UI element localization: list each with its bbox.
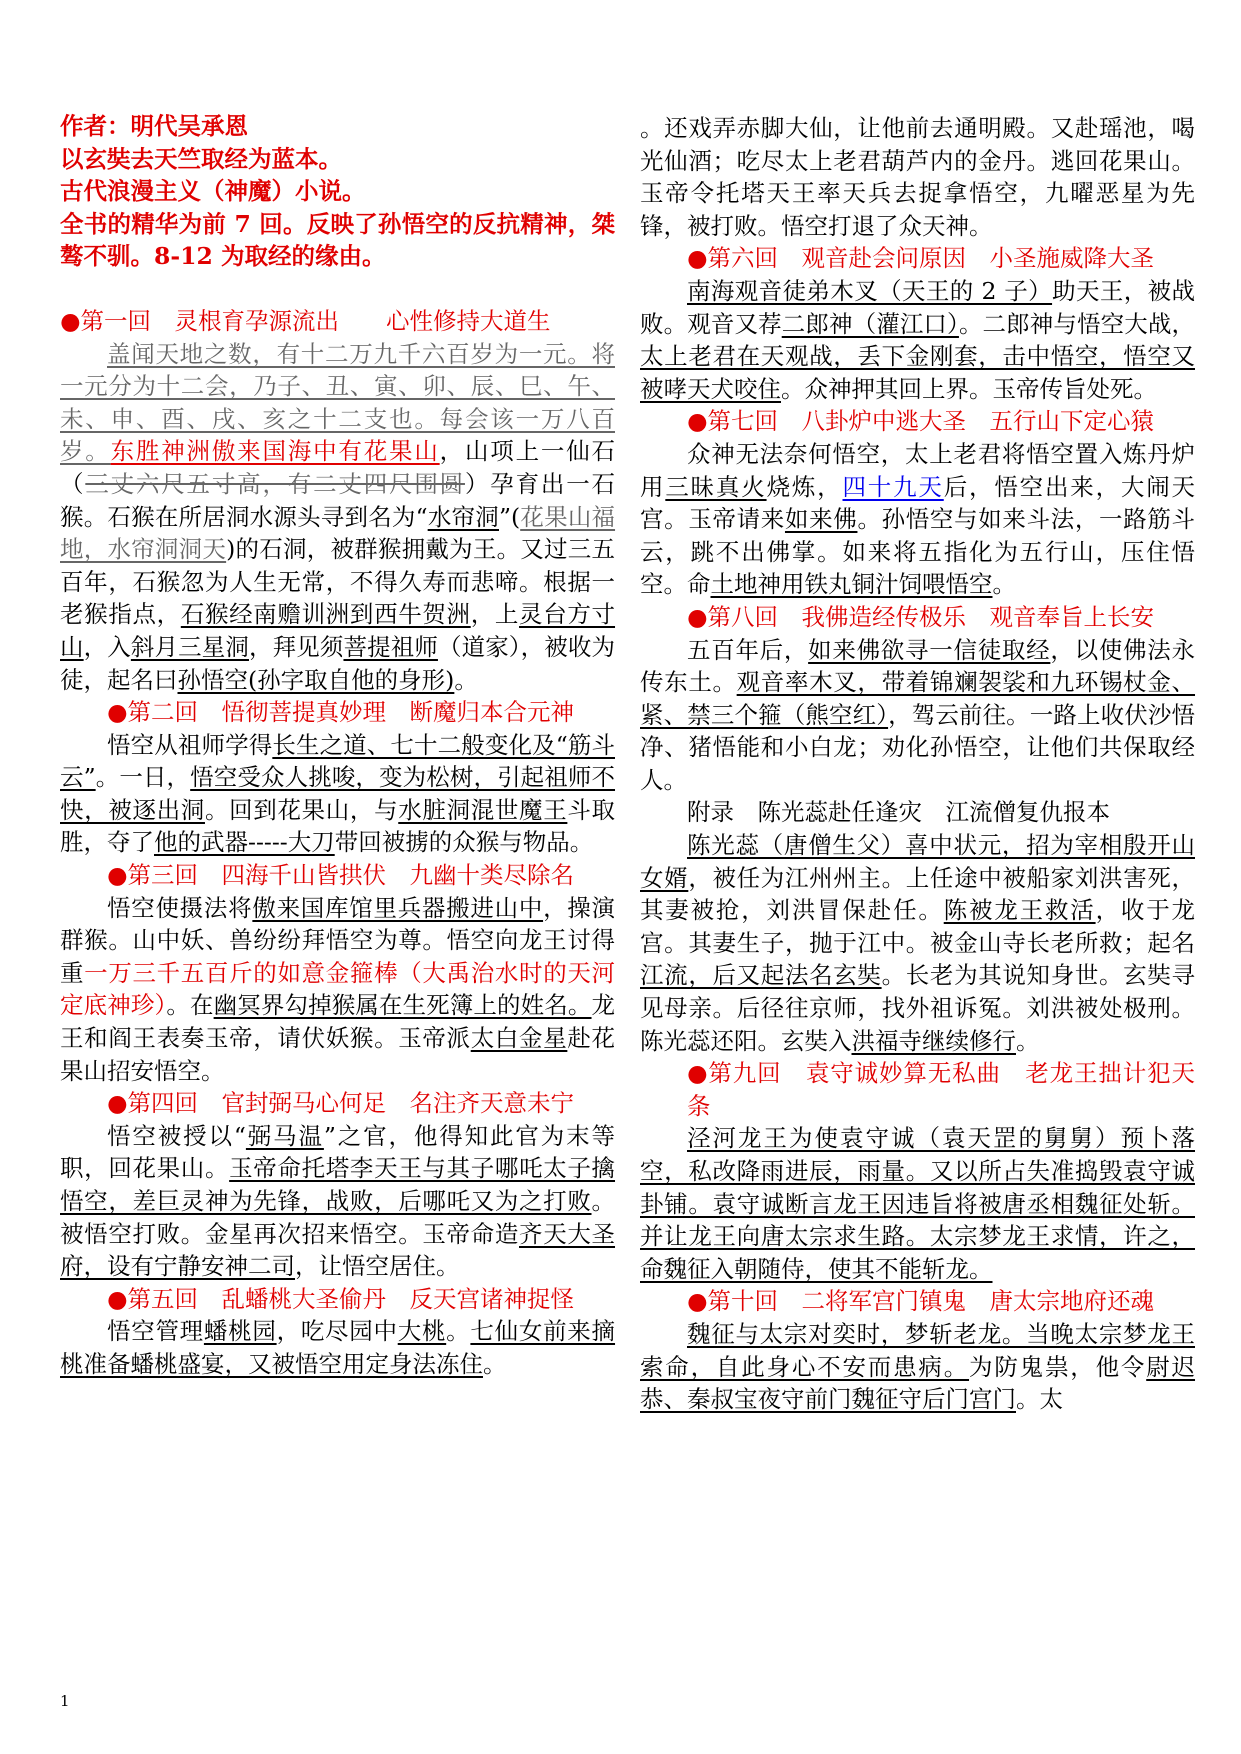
ch2-span: 水脏洞混世魔王 [398, 795, 568, 824]
chapter-10-title [640, 1285, 1195, 1318]
ch10-span: 魏征与太宗对奕时，梦斩老龙。当晚太宗梦龙王索命，自此身心不安而患病。 [640, 1319, 1195, 1381]
ch2-span: 。回到花果山，与 [204, 795, 399, 824]
chapter-5-text-continued: 。还戏弄赤脚大仙，让他前去通明殿。又赴瑶池，喝光仙酒；吃尽太上老君葫芦内的金丹。逃回花果山。玉帝令托塔天王率天兵去捉拿悟空，九曜恶星为先锋，被打败。悟空打退了众天神。 [640, 114, 1195, 240]
ch1-span: （道家），被收为徒，起名曰 [60, 632, 616, 694]
ch1-span: 灵台方寸山 [60, 600, 616, 661]
chapter-1-title: ●第一回 灵根育孕源流出 心性修持大道生 [60, 306, 551, 335]
ch1-span: 斜月三星洞 [130, 632, 249, 661]
ch6-span: 。众神押其回上界。玉帝传旨处死。 [781, 374, 1157, 403]
bullet-icon: ● [687, 407, 708, 436]
chapter-title-text: 第三回 四海千山皆拱伏 九幽十类尽除名 [127, 861, 575, 890]
ch6-span: 。二郎神与悟空大战， [958, 309, 1196, 338]
chapter-9-title [640, 1057, 1195, 1122]
ch7-span: 如来佛 [784, 505, 858, 534]
chapter-title-text: 第六回 观音赴会问原因 小圣施威降大圣 [707, 244, 1155, 273]
ch7-span: 烧炼， [766, 472, 843, 501]
bullet-icon: ● [107, 861, 128, 890]
ch5-span: 悟空管理 [107, 1317, 204, 1346]
intro-basis: 以玄奘去天竺取经为蓝本。 [60, 144, 342, 173]
ch7-span: 。 [992, 570, 1016, 599]
ch3-span: ，操演群猴。山中妖、兽纷纷拜悟空为尊。悟空向龙王讨得重 [60, 893, 616, 987]
ch9-span: 泾河龙王为使袁守诚（袁天罡的舅舅）预卜落空，私改降雨进辰，雨量。又以所占失准捣毁袁守诚卦铺。袁守诚断言龙王因违旨将被唐丞相魏征处斩。并让龙王向唐太宗求生路。太宗梦龙王求情，许之，命魏征入朝随侍，使其不能斩龙。 [640, 1124, 1195, 1283]
ch4-span: ，让悟空居住。 [295, 1252, 460, 1281]
ch8-span: ，以使佛法永传东土。 [640, 635, 1195, 697]
ch1-span: 东胜神洲傲来国海中有花果山 [110, 437, 440, 466]
ch1-span: ，拜见须 [248, 632, 344, 661]
ch3-span: 幽冥界勾掉猴属在生死簿上的姓名。 [213, 991, 592, 1020]
chapter-title-text: 第十回 二将军宫门镇鬼 唐太宗地府还魂 [707, 1287, 1155, 1316]
ch1-span: ，入 [83, 632, 131, 661]
ch4-span: 弼马温 [245, 1121, 324, 1150]
right-column [640, 112, 1195, 1416]
ch10-span: 。太 [1016, 1385, 1063, 1414]
ch2-span: 。一日， [95, 763, 191, 792]
chapter-9-text [640, 1122, 1195, 1285]
intro-summary: 全书的精华为前 7 回。反映了孙悟空的反抗精神，桀骜不驯。8-12 为取经的缘由。 [60, 209, 615, 271]
ch7-span: 众神无法奈何悟空，太上老君将悟空置入炼丹炉用 [640, 439, 1195, 501]
ch6-span: 二郎神（灌江口） [781, 309, 959, 338]
ch1-span: 花果山福地，水帘洞洞天 [60, 502, 616, 564]
chapter-3-title [60, 859, 615, 892]
chapter-2-text [60, 729, 615, 859]
chapter-8-title [640, 601, 1195, 634]
appendix-text [640, 829, 1195, 1057]
page-number: 1 [60, 1692, 70, 1710]
chapter-4-title [60, 1087, 615, 1120]
ch8-span: 五百年后， [687, 635, 809, 664]
ch7-span: 四十九天 [842, 472, 944, 501]
ch10-span: 为防鬼祟，他令 [969, 1352, 1147, 1381]
appendix-span: 。长老为其说知身世。玄奘寻见母亲。后径往京师，找外祖诉冤。刘洪被处极刑。陈光蕊还阳。玄奘入 [640, 961, 1196, 1055]
appendix-title: 附录 陈光蕊赴任逢灾 江流僧复仇报本 [687, 798, 1110, 827]
chapter-title-text: 第二回 悟彻菩提真妙理 断魔归本合元神 [127, 698, 575, 727]
chapter-title-text: 第七回 八卦炉中逃大圣 五行山下定心猿 [707, 407, 1155, 436]
ch2-span: 长生之道、七十二般变化及“筋斗云” [60, 730, 615, 792]
ch5-span: ，吃尽园中 [276, 1317, 398, 1346]
appendix-span: 洪福寺继续修行 [851, 1026, 1016, 1055]
ch1-span: ，上 [470, 600, 520, 629]
chapter-6-text [640, 275, 1195, 405]
bullet-icon: ● [687, 1059, 709, 1088]
bullet-icon: ● [107, 698, 128, 727]
chapter-3-text [60, 892, 615, 1088]
ch3-span: 太白金星 [470, 1024, 568, 1053]
ch6-span: 南海观音徒弟木叉（天王的 2 子） [687, 276, 1053, 305]
ch4-span: 。被悟空打败。金星再次招来悟空。玉帝命造 [60, 1187, 615, 1248]
intro-genre: 古代浪漫主义（神魔）小说。 [60, 177, 366, 206]
chapter-title-text: 第五回 乱蟠桃大圣偷丹 反天宫诸神捉怪 [127, 1284, 575, 1313]
ch7-span: 三昧真火 [665, 472, 767, 501]
left-column [60, 110, 615, 1381]
ch2-span: 带回被掳的众猴与物品。 [334, 828, 594, 857]
appendix-span: ，被任为江州州主。上任途中被船家刘洪害死，其妻被抢，刘洪冒保赴任。 [640, 863, 1196, 925]
ch1-span: 盖闻天地之数，有十二万九千六百岁为一元。将一元分为十二会，乃子、丑、寅、卯、辰、巳、午、未、申、酉、戌、亥之十二支也。每会该一万八百岁。 [60, 339, 615, 466]
ch6-span: 太上老君在天观战，丢下金刚套，击中悟空，悟空又被哮天犬咬住 [640, 342, 1195, 403]
ch1-span: 菩提祖师 [343, 632, 438, 661]
ch1-span: 。 [454, 665, 478, 694]
ch3-span: 傲来国库馆里兵器搬进山中 [252, 893, 544, 922]
chapter-5-text [60, 1315, 615, 1380]
chapter-7-title [640, 405, 1195, 438]
ch1-span: ”( [499, 502, 521, 531]
ch3-span: 。在 [166, 991, 214, 1020]
bullet-icon: ● [687, 602, 708, 631]
ch5-span: 七仙女前来摘桃准备蟠桃盛宴，又被悟空用定身法冻住 [60, 1317, 616, 1378]
bullet-icon: ● [687, 1287, 708, 1316]
chapter-8-text [640, 634, 1195, 797]
chapter-1-text [60, 338, 615, 697]
ch1-span: )的石洞，被群猴拥戴为王。又过三五百年，石猴忽为人生无常，不得久寿而悲啼。根据一老猴指点， [60, 535, 615, 629]
ch1-span: 石猴经南赡训洲到西牛贺洲 [180, 600, 471, 629]
chapter-6-title [640, 242, 1195, 275]
ch7-span: 。孙悟空与如来斗法，一路筋斗云，跳不出佛掌。如来将五指化为五行山，压住悟空。命 [640, 505, 1196, 599]
ch8-span: ，驾云前往。一路上收伏沙悟净、猪悟能和小白龙；劝化孙悟空，让他们共保取经人。 [640, 700, 1196, 794]
ch8-span: 如来佛欲寻一信徒取经 [808, 635, 1051, 664]
chapter-title-text: 第八回 我佛造经传极乐 观音奉旨上长安 [707, 602, 1155, 631]
ch1-span: 三丈六尺五寸高，有二丈四尺围圆 [85, 469, 465, 498]
ch3-span: 一万三千五百斤的如意金箍棒（大禹治水时的天河定底神珍） [60, 958, 616, 1020]
chapter-2-title [60, 696, 615, 729]
chapter-5-title [60, 1283, 615, 1316]
bullet-icon: ● [107, 1089, 128, 1118]
chapter-title-text: 第四回 官封弼马心何足 名注齐天意未宁 [127, 1089, 575, 1118]
spacer [60, 273, 615, 305]
chapter-10-text [640, 1318, 1195, 1416]
appendix-span: 。 [1016, 1026, 1040, 1055]
appendix-span: 江流，后又起法名玄奘 [640, 961, 882, 990]
intro-author: 作者：明代吴承恩 [60, 112, 248, 140]
bullet-icon: ● [687, 244, 708, 273]
ch10-span: 尉迟恭、秦叔宝夜守前门魏征守后门宫门 [640, 1352, 1196, 1414]
ch5-span: 大桃 [397, 1317, 447, 1346]
ch1-span: 孙悟空(孙字取自他的身形) [177, 665, 455, 694]
ch2-span: 悟空受众人挑唆，变为松树，引起祖师不快，被逐出洞 [60, 763, 616, 824]
ch8-span: 观音率木叉，带着锦斓袈裟和九环锡杖金、紧、禁三个箍（熊空红） [640, 668, 1196, 729]
ch2-span: 他的武器-----大刀 [154, 828, 335, 857]
ch4-span: 悟空被授以“ [107, 1121, 246, 1150]
ch4-span: 玉帝命托塔李天王与其子哪吒太子擒悟空，差巨灵神为先锋，战败，后哪吒又为之打败 [60, 1154, 616, 1215]
chapter-title-text: 第九回 袁守诚妙算无私曲 老龙王拙计犯天条 [687, 1059, 1196, 1120]
appendix-span: 陈被龙王救活 [943, 896, 1096, 925]
ch7-span: 后，悟空出来，大闹天宫。玉帝请来 [640, 472, 1196, 534]
ch3-span: 悟空使摄法将 [107, 893, 253, 922]
ch2-span: 斗取胜，夺了 [60, 795, 616, 857]
ch4-span: ”之官，他得知此官为末等职，回花果山。 [60, 1121, 616, 1183]
ch4-span: 齐天大圣府，设有宁静安神二司 [60, 1219, 616, 1281]
ch1-span: ，山项上一仙石（ [60, 437, 616, 498]
ch5-span: 。 [446, 1317, 471, 1346]
ch5-span: 。 [483, 1349, 507, 1378]
appendix-span: ，收于龙宫。其妻生子，抛于江中。被金山寺长老所救；起名 [640, 896, 1196, 957]
ch3-span: 赴花果山招安悟空。 [60, 1024, 616, 1085]
chapter-4-text [60, 1120, 615, 1283]
ch3-span: 龙王和阎王表奏玉帝，请伏妖猴。玉帝派 [60, 991, 616, 1053]
ch1-span: 水帘洞 [427, 502, 499, 531]
chapter-7-text [640, 438, 1195, 601]
ch2-span: 悟空从祖师学得 [107, 730, 273, 759]
bullet-icon: ● [107, 1284, 128, 1313]
ch7-span: 土地神用铁丸铜汁饲喂悟空 [710, 570, 993, 599]
ch5-span: 蟠桃园 [203, 1317, 277, 1346]
appendix-span: 陈光蕊（唐僧生父）喜中状元，招为宰相殷开山女婿 [640, 831, 1195, 892]
ch6-span: 助天王，被战败。观音又荐 [640, 276, 1195, 338]
ch1-span: ）孕育出一石猴。石猴在所居洞水源头寻到名为“ [60, 469, 616, 531]
